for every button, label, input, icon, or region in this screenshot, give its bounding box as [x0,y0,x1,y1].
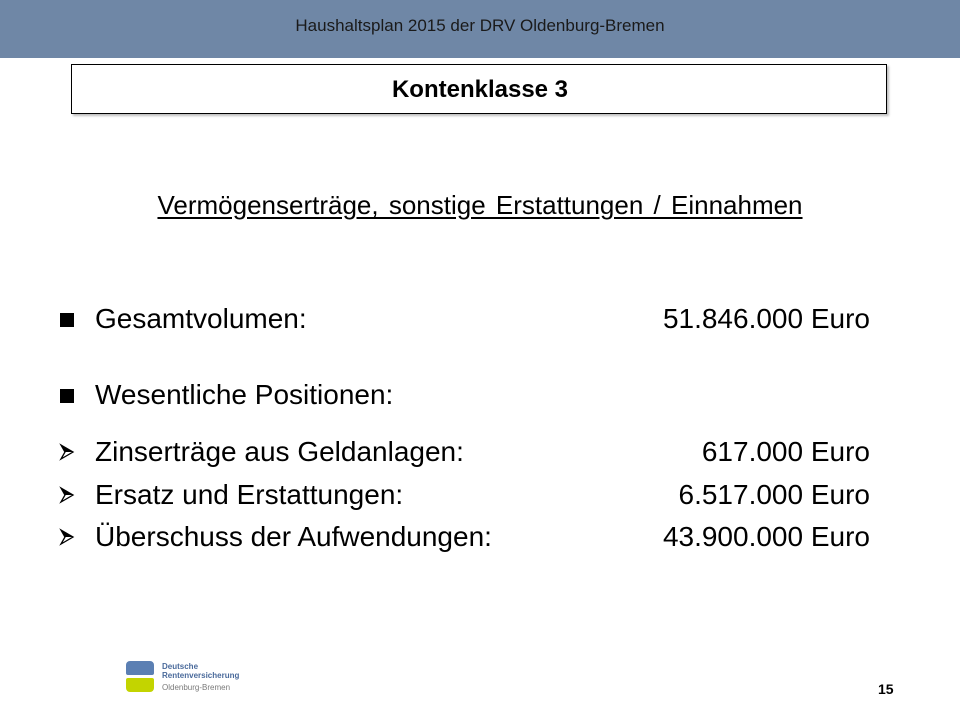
logo-text-line2: Rentenversicherung [162,671,240,680]
arrow-bullet-icon [58,486,76,504]
list-item-ersatz-erstattungen [60,476,870,514]
drv-logo [126,661,276,697]
list-item-gesamtvolumen [60,300,870,338]
arrow-bullet-icon [58,443,76,461]
item-label: Überschuss der Aufwendungen: [95,521,492,552]
logo-mark-blue-icon [126,661,154,675]
item-value: 43.900.000 Euro [662,521,870,552]
square-bullet-icon [60,389,74,403]
arrow-bullet-icon [58,528,76,546]
logo-mark-green-icon [126,678,154,692]
slide-subtitle: Vermögenserträge, sonstige Erstattungen / Einnahmen [157,190,803,220]
item-label: Gesamtvolumen: [95,303,307,334]
list-item-ueberschuss [60,518,870,556]
item-value: 617.000 Euro [701,436,870,467]
square-bullet-icon [60,313,74,327]
list-item-wesentliche-positionen [60,376,870,414]
item-value: 6.517.000 Euro [678,479,870,510]
item-label: Zinserträge aus Geldanlagen: [95,436,464,467]
item-value: 51.846.000 Euro [662,303,870,334]
slide-title: Kontenklasse 3 [391,76,569,103]
header-band [0,0,960,58]
item-label: Ersatz und Erstattungen: [95,479,404,510]
slide-title-box [71,64,887,114]
header-title: Haushaltsplan 2015 der DRV Oldenburg-Bremen [295,16,665,35]
logo-text-line3: Oldenburg-Bremen [162,683,231,692]
page-number: 15 [878,681,894,697]
list-item-zinsertraege [60,433,870,471]
logo-text-line1: Deutsche [162,662,199,671]
item-label: Wesentliche Positionen: [95,379,394,410]
